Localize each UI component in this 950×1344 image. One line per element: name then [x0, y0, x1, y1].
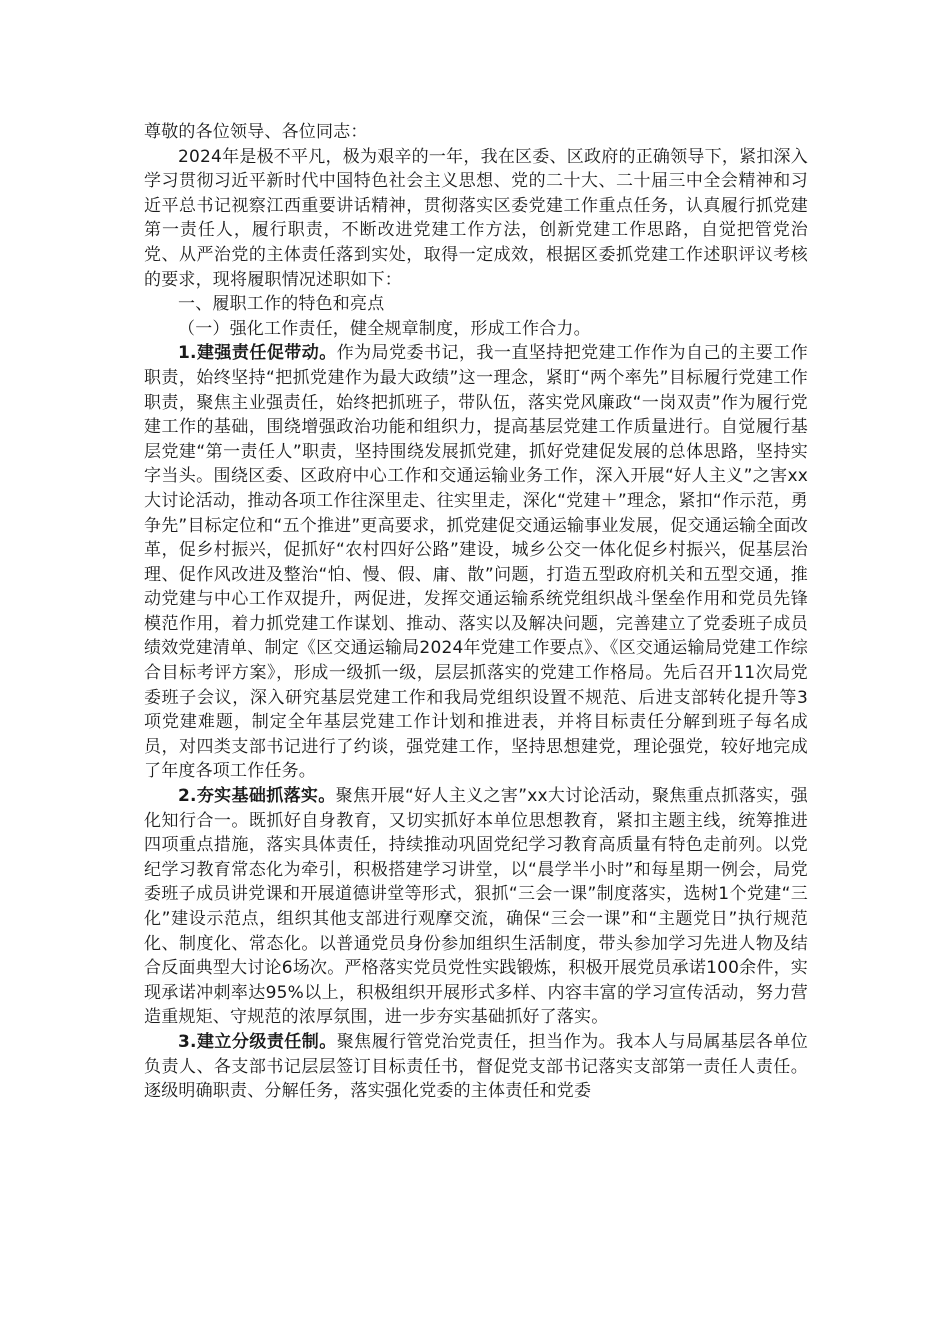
item-1-paragraph — [144, 341, 808, 784]
item-2-paragraph — [144, 784, 808, 1030]
document-body — [144, 120, 808, 1104]
section-heading: 一、履职工作的特色和亮点 — [178, 294, 385, 315]
item-3-paragraph — [144, 1030, 808, 1104]
item-2-lead: 2.夯实基础抓落实。 — [178, 786, 336, 807]
item-2-text: 聚焦开展“好人主义之害”xx大讨论活动，聚焦重点抓落实，强化知行合一。既抓好自身教育，又切实抓好本单位思想教育，紧扣主题主线，统筹推进四项重点措施，落实具体责任，持续推动巩固党纪学习教育高质量有特色走前列。以党纪学习教育常态化为牵引，积极搭建学习讲堂，以“晨学半小时”和每星期一例会，局党委班子成员讲党课和开展道德讲堂等形式，狠抓“三会一课”制度落实，选树1个党建“三化”建设示范点，组织其他支部进行观摩交流，确保“三会一课”和“主题党日”执行规范化、制度化、常态化。以普通党员身份参加组织生活制度，带头参加学习先进人物及结合反面典型大讨论6场次。严格落实党员党性实践锻炼，积极开展党员承诺100余件，实现承诺冲刺率达95%以上，积极组织开展形式多样、内容丰富的学习宣传活动，努力营造重规矩、守规范的浓厚氛围，进一步夯实基础抓好了落实。 — [144, 786, 808, 1028]
salutation: 尊敬的各位领导、各位同志： — [144, 122, 368, 142]
intro-paragraph: 2024年是极不平凡，极为艰辛的一年，我在区委、区政府的正确领导下，紧扣深入学习贯彻习近平新时代中国特色社会主义思想、党的二十大、二十届三中全会精神和习近平总书记视察江西重要讲话精神，贯彻落实区委党建工作重点任务，认真履行抓党建第一责任人，履行职责，不断改进党建工作方法，创新党建工作思路，自觉把管党治党、从严治党的主体责任落到实处，取得一定成效，根据区委抓党建工作述职评议考核的要求，现将履职情况述职如下： — [144, 146, 808, 290]
item-3-text: 聚焦履行管党治党责任，担当作为。我本人与局属基层各单位负责人、各支部书记层层签订目标责任书，督促党支部书记落实支部第一责任人责任。逐级明确职责、分解任务，落实强化党委的主体责任和党委 — [144, 1031, 808, 1102]
item-1-text: 作为局党委书记，我一直坚持把党建工作作为自己的主要工作职责，始终坚持“把抓党建作为最大政绩”这一理念，紧盯“两个率先”目标履行党建工作职责，聚焦主业强责任，始终把抓班子，带队伍，落实党风廉政“一岗双责”作为履行党建工作的基础，围绕增强政治功能和组织力，提高基层党建工作质量进行。自觉履行基层党建“第一责任人”职责，坚持围绕发展抓党建，抓好党建促发展的总体思路，坚持实字当头。围绕区委、区政府中心工作和交通运输业务工作，深入开展“好人主义”之害xx大讨论活动，推动各项工作往深里走、往实里走，深化“党建＋”理念，紧扣“作示范，勇争先”目标定位和“五个推进”更高要求，抓党建促交通运输事业发展，促交通运输全面改革，促乡村振兴，促抓好“农村四好公路”建设，城乡公交一体化促乡村振兴，促基层治理、促作风改进及整治“怕、慢、假、庸、散”问题，打造五型政府机关和五型交通，推动党建与中心工作双提升，两促进，发挥交通运输系统党组织战斗堡垒作用和党员先锋模范作用，着力抓党建工作谋划、推动、落实以及解决问题，完善建立了党委班子成员绩效党建清单、制定《区交通运输局2024年党建工作要点》、《区交通运输局党建工作综合目标考评方案》，形成一级抓一级，层层抓落实的党建工作格局。先后召开11次局党委班子会议，深入研究基层党建工作和我局党组织设置不规范、后进支部转化提升等3项党建难题，制定全年基层党建工作计划和推进表，并将目标责任分解到班子每名成员，对四类支部书记进行了约谈，强党建工作，坚持思想建党，理论强党，较好地完成了年度各项工作任务。 — [144, 343, 808, 782]
item-1-lead: 1.建强责任促带动。 — [178, 343, 337, 364]
item-3-lead: 3.建立分级责任制。 — [178, 1031, 337, 1052]
subsection-heading: （一）强化工作责任，健全规章制度，形成工作合力。 — [178, 318, 591, 339]
